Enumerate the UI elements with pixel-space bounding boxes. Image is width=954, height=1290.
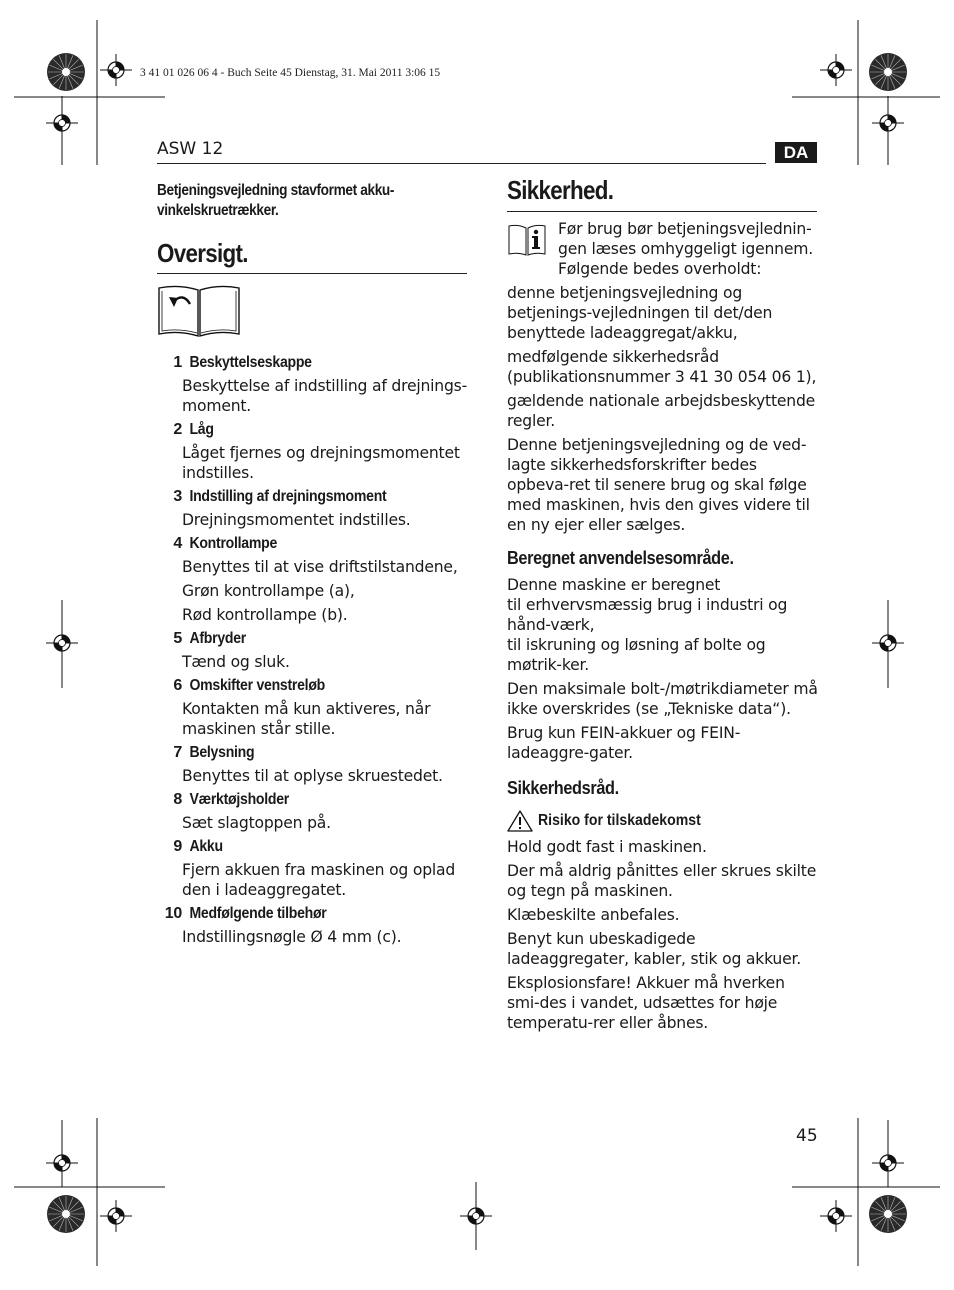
model-name: ASW 12: [157, 139, 224, 159]
overview-item-description: [157, 927, 477, 947]
overview-item-description: [157, 557, 477, 625]
overview-item-description-line: Benyttes til at oplyse skruestedet.: [182, 767, 443, 785]
overview-item: [157, 743, 477, 786]
overview-item-description: [157, 860, 477, 900]
intended-use-heading: Beregnet anvendelsesområde.: [507, 547, 734, 568]
language-badge: DA: [775, 142, 817, 163]
overview-item-description-line: Rød kontrollampe (b).: [182, 606, 348, 624]
overview-item-number: 10: [164, 905, 182, 922]
overview-item-header: [157, 353, 477, 373]
overview-item-header: [157, 676, 477, 696]
overview-item-number: 2: [173, 421, 182, 438]
info-icon: [508, 222, 546, 256]
overview-item-title: Akku: [189, 838, 223, 855]
overview-item-number: 6: [173, 677, 182, 694]
overview-item-header: [157, 790, 477, 810]
overview-item-description-line: Tænd og sluk.: [182, 653, 290, 671]
safety-advice-paragraph: Der må aldrig pånittes eller skrues skilte og tegn på maskinen.: [507, 862, 817, 900]
safety-advice-paragraph: Eksplosionsfare! Akkuer må hverken smi-des i vandet, udsættes for høje temperatu-rer eller åbnes.: [507, 974, 785, 1032]
overview-item-title: Afbryder: [189, 630, 247, 647]
safety-advice-paragraph: Hold godt fast i maskinen.: [507, 838, 707, 856]
intended-use-paragraph: Denne maskine er beregnet: [507, 576, 721, 594]
intended-use-paragraph: til iskruning og løsning af bolte og møtrik-ker.: [507, 636, 766, 674]
overview-item-header: [157, 629, 477, 649]
overview-item-title: Omskifter venstreløb: [189, 677, 326, 694]
overview-item-description-line: Grøn kontrollampe (a),: [182, 582, 355, 600]
overview-item-description-line: Drejningsmomentet indstilles.: [182, 511, 411, 529]
overview-item-description-line: Kontakten må kun aktiveres, når maskinen står stille.: [182, 700, 431, 738]
color-wheel-icon: [47, 1195, 85, 1233]
overview-item-description: [157, 699, 477, 739]
overview-heading: Oversigt.: [157, 238, 248, 268]
safety-heading: Sikkerhed.: [507, 175, 614, 205]
warning-header: [507, 810, 723, 832]
overview-item-description-line: Beskyttelse af indstilling af drejnings-moment.: [182, 377, 468, 415]
overview-item-description: [157, 766, 477, 786]
overview-item-header: [157, 837, 477, 857]
intended-use-paragraph: Den maksimale bolt-/møtrikdiameter må ikke overskrides (se „Tekniske data“).: [507, 680, 818, 718]
overview-item-description: [157, 652, 477, 672]
registration-mark-icon: [46, 627, 78, 659]
safety-paragraphs: [507, 283, 819, 539]
book-icon: [157, 282, 241, 338]
safety-paragraph: denne betjeningsvejledning og betjenings-vejledningen til det/den benyttede ladeaggregat/akku,: [507, 284, 773, 342]
overview-item: [157, 420, 477, 483]
overview-item-title: Værktøjsholder: [189, 791, 290, 808]
registration-mark-icon: [46, 1147, 78, 1179]
overview-item-number: 9: [173, 838, 182, 855]
registration-mark-icon: [820, 1200, 852, 1232]
overview-item-header: [157, 534, 477, 554]
registration-mark-icon: [46, 107, 78, 139]
safety-advice-heading: Sikkerhedsråd.: [507, 777, 619, 798]
overview-item-title: Belysning: [189, 744, 255, 761]
overview-item-title: Kontrollampe: [189, 535, 278, 552]
overview-item-description: [157, 443, 477, 483]
overview-item-description-line: Indstillingsnøgle Ø 4 mm (c).: [182, 928, 402, 946]
registration-mark-icon: [100, 54, 132, 86]
document-subtitle: Betjeningsvejledning stavformet akku-vinkelskruetrækker.: [157, 182, 395, 219]
overview-item-header: [157, 743, 477, 763]
safety-paragraph: medfølgende sikkerhedsråd (publikationsnummer 3 41 30 054 06 1),: [507, 348, 817, 386]
overview-item-number: 5: [173, 630, 182, 647]
overview-item: [157, 676, 477, 739]
overview-item: [157, 629, 477, 672]
intended-use-paragraph: til erhvervsmæssig brug i industri og hånd-værk,: [507, 596, 788, 634]
page-number: 45: [796, 1126, 818, 1146]
overview-item-description-line: Låget fjernes og drejningsmomentet indstilles.: [182, 444, 460, 482]
overview-item-number: 1: [173, 354, 182, 371]
overview-item-title: Beskyttelseskappe: [189, 354, 312, 371]
registration-mark-icon: [460, 1200, 492, 1232]
overview-item-number: 8: [173, 791, 182, 808]
overview-item: [157, 837, 477, 900]
color-wheel-icon: [47, 53, 85, 91]
intended-use-paragraph: Brug kun FEIN-akkuer og FEIN-ladeaggre-gater.: [507, 724, 741, 762]
overview-item-header: [157, 420, 477, 440]
overview-item-number: 7: [173, 744, 182, 761]
warning-title: Risiko for tilskadekomst: [538, 812, 701, 829]
safety-advice-paragraphs: [507, 837, 819, 1037]
overview-item-header: [157, 487, 477, 507]
safety-advice-paragraph: Benyt kun ubeskadigede ladeaggregater, kabler, stik og akkuer.: [507, 930, 802, 968]
registration-mark-icon: [872, 627, 904, 659]
safety-paragraph: Denne betjeningsvejledning og de ved-lagte sikkerhedsforskrifter bedes opbeva-ret til senere brug og skal følge med maskinen, hvis den gives videre til en ny ejer eller sælges.: [507, 436, 810, 534]
safety-rule: [507, 211, 817, 212]
registration-mark-icon: [100, 1200, 132, 1232]
overview-item: [157, 904, 477, 947]
overview-item-description-line: Benyttes til at vise driftstilstandene,: [182, 558, 458, 576]
overview-item: [157, 534, 477, 625]
overview-item-description-line: Fjern akkuen fra maskinen og oplad den i ladeaggregatet.: [182, 861, 456, 899]
overview-item-title: Indstilling af drejningsmoment: [189, 488, 387, 505]
registration-mark-icon: [820, 54, 852, 86]
overview-item-number: 4: [173, 535, 182, 552]
overview-item-title: Låg: [189, 421, 214, 438]
overview-item-description: [157, 376, 477, 416]
overview-item: [157, 790, 477, 833]
overview-item-title: Medfølgende tilbehør: [189, 905, 327, 922]
warning-triangle-icon: [507, 810, 533, 832]
safety-paragraph: gældende nationale arbejdsbeskyttende regler.: [507, 392, 816, 430]
color-wheel-icon: [869, 53, 907, 91]
intended-use-paragraphs: [507, 575, 819, 767]
color-wheel-icon: [869, 1195, 907, 1233]
overview-item: [157, 487, 477, 530]
overview-item-number: 3: [173, 488, 182, 505]
overview-item: [157, 353, 477, 416]
overview-rule: [157, 273, 467, 274]
overview-item-description: [157, 510, 477, 530]
print-info-line: 3 41 01 026 06 4 - Buch Seite 45 Dienstag, 31. Mai 2011 3:06 15: [140, 67, 441, 79]
safety-intro: Før brug bør betjeningsvejlednin-gen læses omhyggeligt igennem. Følgende bedes overholdt:: [558, 220, 813, 278]
overview-item-description: [157, 813, 477, 833]
overview-item-description-line: Sæt slagtoppen på.: [182, 814, 331, 832]
overview-item-header: [157, 904, 477, 924]
registration-mark-icon: [872, 1147, 904, 1179]
header-rule: [157, 163, 766, 164]
registration-mark-icon: [872, 107, 904, 139]
overview-list: [157, 353, 477, 951]
safety-advice-paragraph: Klæbeskilte anbefales.: [507, 906, 680, 924]
